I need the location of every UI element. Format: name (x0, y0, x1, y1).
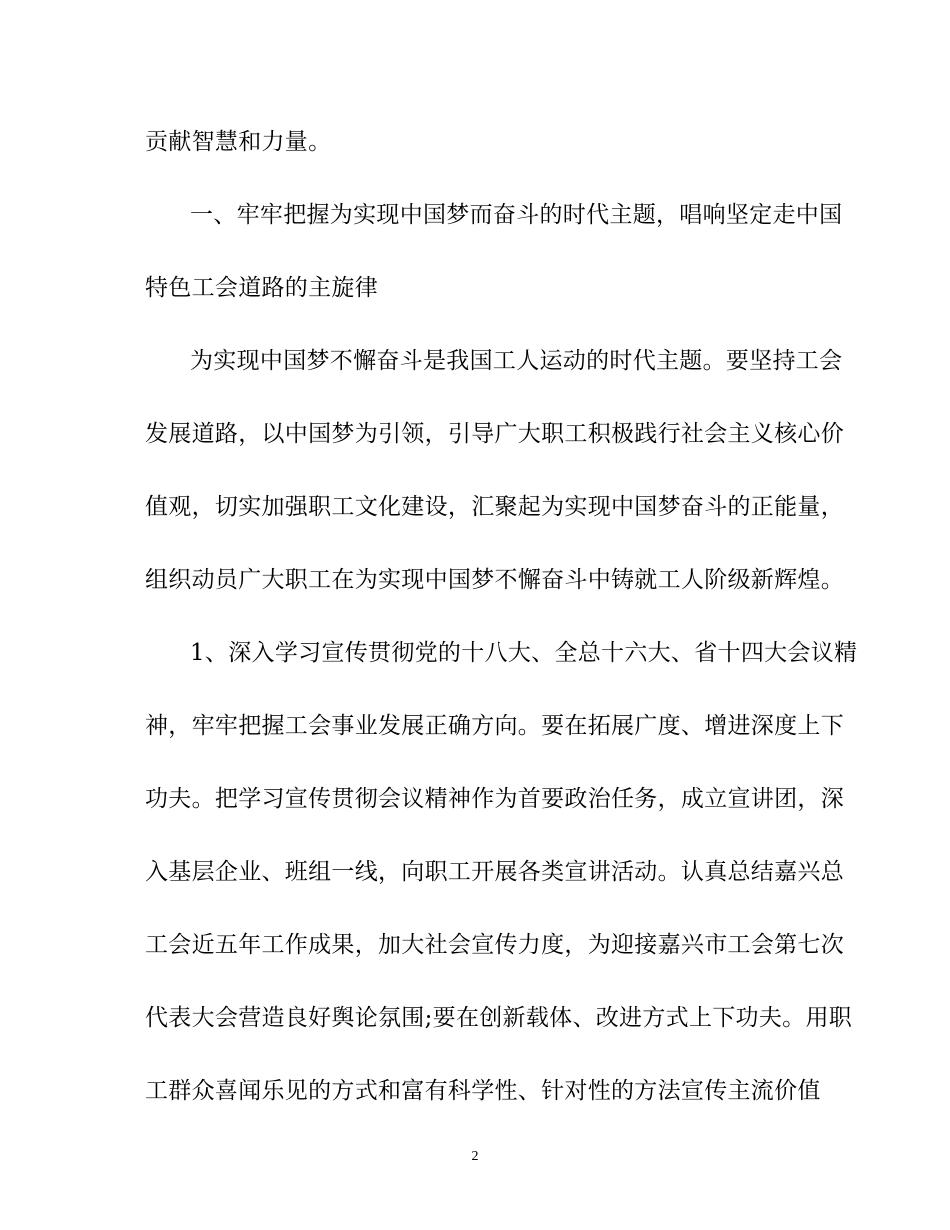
paragraph-line: 神，牢牢把握工会事业发展正确方向。要在拓展广度、增进深度上下 (145, 713, 844, 739)
paragraph-line: 工会近五年工作成果，加大社会宣传力度，为迎接嘉兴市工会第七次 (145, 932, 844, 958)
paragraph-line: 贡献智慧和力量。 (145, 129, 332, 155)
paragraph-line: 值观，切实加强职工文化建设，汇聚起为实现中国梦奋斗的正能量， (145, 494, 844, 520)
page-number: 2 (471, 1149, 479, 1164)
paragraph-line: 1、深入学习宣传贯彻党的十八大、全总十六大、省十四大会议精 (190, 640, 858, 666)
paragraph-line: 入基层企业、班组一线，向职工开展各类宣讲活动。认真总结嘉兴总 (145, 859, 844, 885)
paragraph-line: 功夫。把学习宣传贯彻会议精神作为首要政治任务，成立宣讲团，深 (145, 786, 844, 812)
paragraph-line: 组织动员广大职工在为实现中国梦不懈奋斗中铸就工人阶级新辉煌。 (145, 567, 844, 593)
paragraph-line: 为实现中国梦不懈奋斗是我国工人运动的时代主题。要坚持工会 (190, 348, 843, 374)
section-heading-line: 特色工会道路的主旋律 (145, 275, 378, 301)
paragraph-line: 发展道路，以中国梦为引领，引导广大职工积极践行社会主义核心价 (145, 421, 844, 447)
section-heading-line: 一、牢牢把握为实现中国梦而奋斗的时代主题，唱响坚定走中国 (190, 202, 843, 228)
paragraph-line: 代表大会营造良好舆论氛围;要在创新载体、改进方式上下功夫。用职 (145, 1005, 853, 1031)
paragraph-line: 工群众喜闻乐见的方式和富有科学性、针对性的方法宣传主流价值 (145, 1078, 821, 1104)
